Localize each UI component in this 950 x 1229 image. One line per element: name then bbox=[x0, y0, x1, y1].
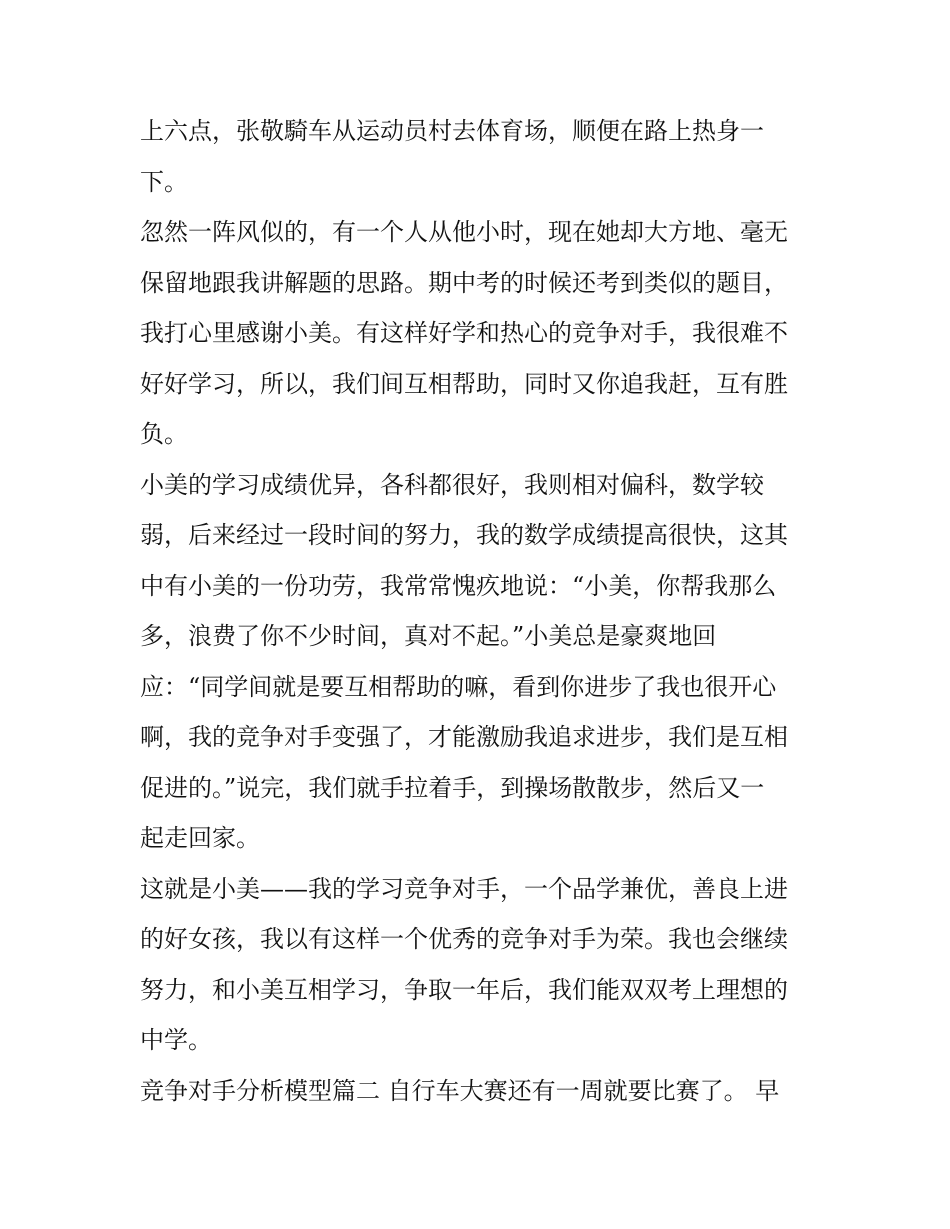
text-line: 下。 bbox=[140, 167, 188, 196]
text-line: 多，浪费了你不少时间，真对不起。”小美总是豪爽地回 bbox=[140, 622, 717, 650]
text-line: 我打心里感谢小美。有这样好学和热心的竞争对手，我很难不 bbox=[140, 319, 788, 347]
text-line: 这就是小美——我的学习竞争对手，一个品学兼优，善良上进 bbox=[140, 874, 788, 903]
text-line: 好好学习，所以，我们间互相帮助，同时又你追我赶，互有胜 bbox=[140, 369, 788, 398]
text-line: 中有小美的一份功劳，我常常愧疚地说：“小美，你帮我那么 bbox=[140, 571, 777, 600]
text-line: 保留地跟我讲解题的思路。期中考的时候还考到类似的题目， bbox=[140, 268, 788, 297]
document-body bbox=[140, 106, 820, 1116]
text-line: 促进的。”说完，我们就手拉着手，到操场散散步，然后又一 bbox=[140, 773, 765, 802]
text-line: 努力，和小美互相学习，争取一年后，我们能双双考上理想的 bbox=[140, 975, 788, 1004]
text-line: 负。 bbox=[140, 420, 188, 448]
text-line: 忽然一阵风似的，有一个人从他小时，现在她却大方地、毫无 bbox=[140, 218, 788, 246]
text-line: 上六点，张敬騎车从运动员村去体育场，顺便在路上热身一 bbox=[140, 117, 764, 145]
text-line: 弱，后来经过一段时间的努力，我的数学成绩提高很快，这其 bbox=[140, 521, 788, 549]
text-line: 啊，我的竞争对手变强了，才能激励我追求进步，我们是互相 bbox=[140, 723, 788, 751]
text-line: 的好女孩，我以有这样一个优秀的竞争对手为荣。我也会继续 bbox=[140, 925, 788, 953]
text-line: 起走回家。 bbox=[140, 824, 260, 852]
text-line: 小美的学习成绩优异，各科都很好，我则相对偏科，数学较 bbox=[140, 470, 764, 499]
text-line: 应：“同学间就是要互相帮助的嘛，看到你进步了我也很开心 bbox=[140, 672, 777, 701]
text-line: 中学。 bbox=[140, 1026, 212, 1054]
text-line: 竞争对手分析模型篇二 自行车大赛还有一周就要比赛了。 早 bbox=[140, 1076, 780, 1105]
